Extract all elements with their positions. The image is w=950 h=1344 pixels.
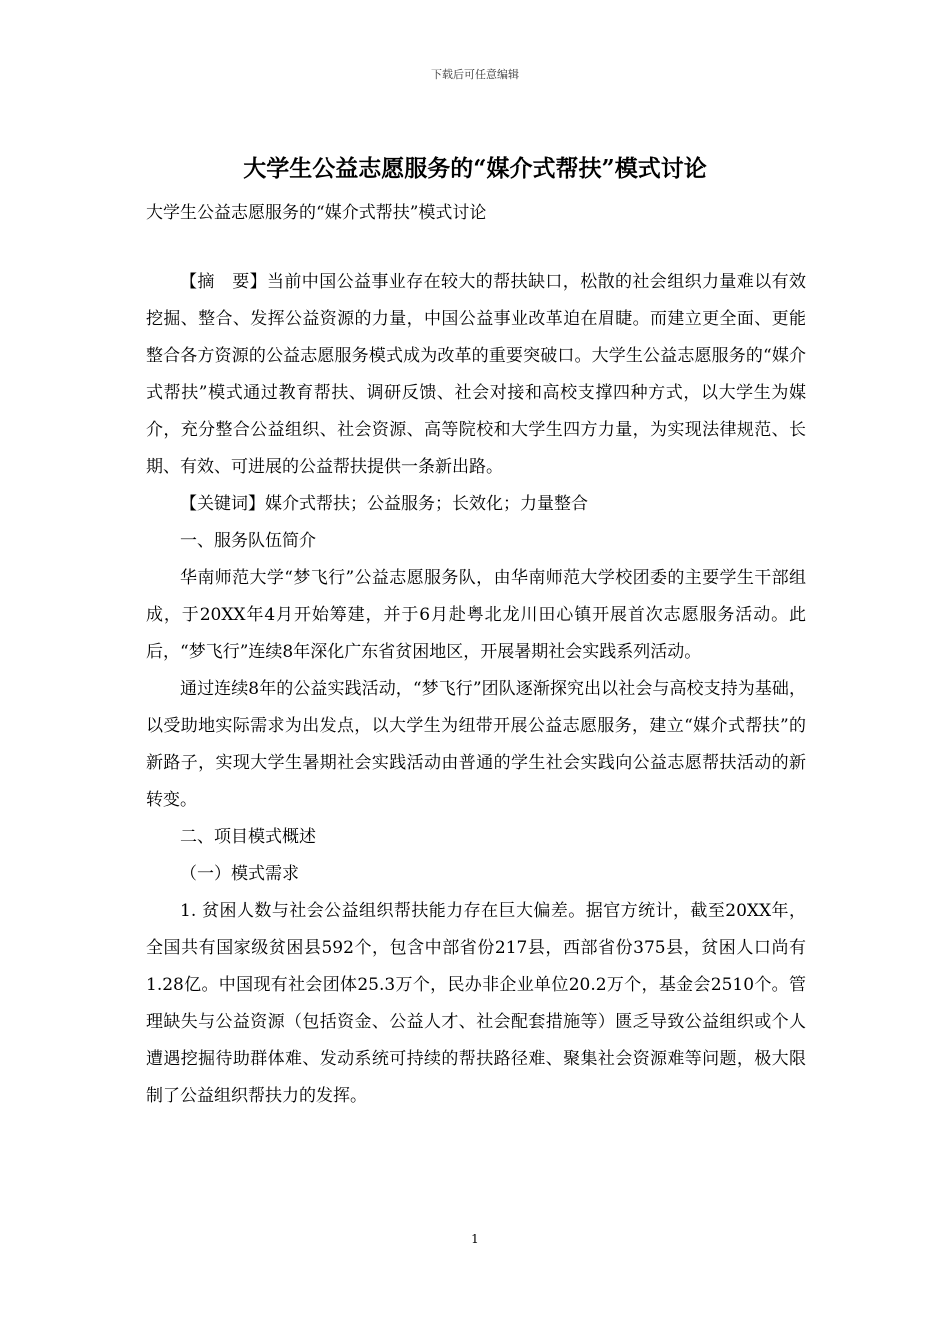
document-subtitle: 大学生公益志愿服务的“媒介式帮扶”模式讨论 [146, 203, 487, 223]
keywords-paragraph: 【关键词】媒介式帮扶；公益服务；长效化；力量整合 [180, 494, 588, 514]
subsection-heading: （一）模式需求 [180, 864, 299, 884]
document-body [146, 264, 806, 1115]
body-paragraph: 通过连续8年的公益实践活动，“梦飞行”团队逐渐探究出以社会与高校支持为基础，以受助地实际需求为出发点，以大学生为纽带开展公益志愿服务，建立“媒介式帮扶”的新路子，实现大学生暑期社会实践活动由普通的学生社会实践向公益志愿帮扶活动的新转变。 [146, 679, 806, 810]
body-paragraph: 华南师范大学“梦飞行”公益志愿服务队，由华南师范大学校团委的主要学生干部组成，于20XX年4月开始筹建，并于6月赴粤北龙川田心镇开展首次志愿服务活动。此后，“梦飞行”连续8年深化广东省贫困地区，开展暑期社会实践系列活动。 [146, 568, 806, 662]
body-paragraph: 1. 贫困人数与社会公益组织帮扶能力存在巨大偏差。据官方统计，截至20XX年，全国共有国家级贫困县592个，包含中部省份217县，西部省份375县，贫困人口尚有1.28亿。中国现有社会团体25.3万个，民办非企业单位20.2万个，基金会2510个。管理缺失与公益资源（包括资金、公益人才、社会配套措施等）匮乏导致公益组织或个人遭遇挖掘待助群体难、发动系统可持续的帮扶路径难、聚集社会资源难等问题，极大限制了公益组织帮扶力的发挥。 [146, 901, 806, 1106]
page-number: 1 [471, 1232, 479, 1246]
abstract-paragraph: 【摘 要】当前中国公益事业存在较大的帮扶缺口，松散的社会组织力量难以有效挖掘、整合、发挥公益资源的力量，中国公益事业改革迫在眉睫。而建立更全面、更能整合各方资源的公益志愿服务模式成为改革的重要突破口。大学生公益志愿服务的“媒介式帮扶”模式通过教育帮扶、调研反馈、社会对接和高校支撑四种方式，以大学生为媒介，充分整合公益组织、社会资源、高等院校和大学生四方力量，为实现法律规范、长期、有效、可进展的公益帮扶提供一条新出路。 [146, 272, 806, 477]
header-note: 下载后可任意编辑 [431, 68, 519, 81]
document-title: 大学生公益志愿服务的“媒介式帮扶”模式讨论 [243, 155, 707, 182]
section-heading-1: 一、服务队伍简介 [180, 531, 316, 551]
section-heading-2: 二、项目模式概述 [180, 827, 316, 847]
